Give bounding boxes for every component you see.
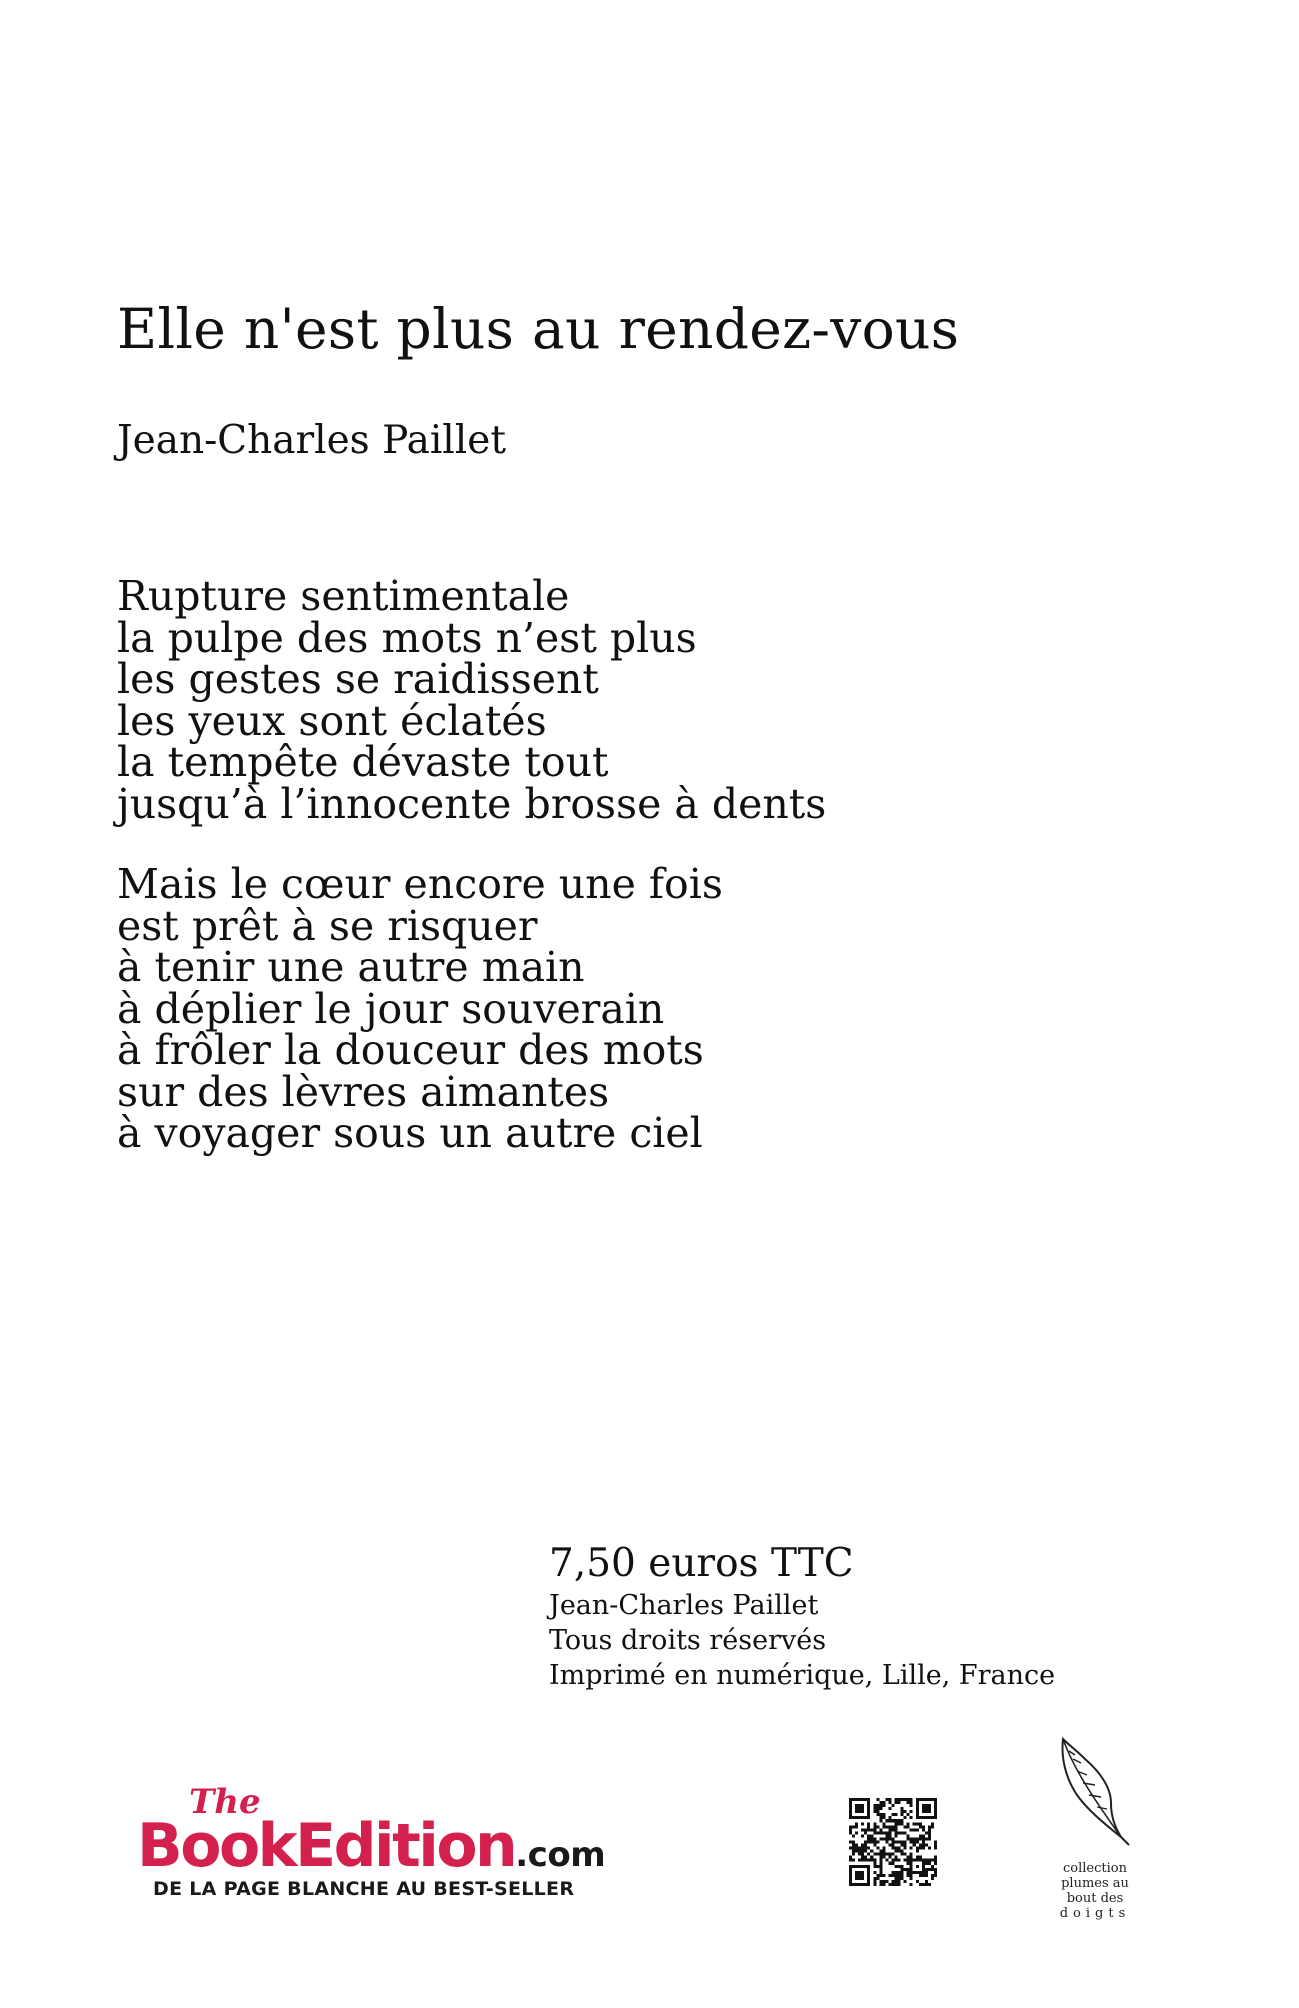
price-label: 7,50 euros TTC bbox=[549, 1541, 854, 1586]
collection-line-4: doigts bbox=[1059, 1906, 1131, 1921]
poem-verse: à déplier le jour souverain bbox=[117, 984, 665, 1033]
logo-tagline: DE LA PAGE BLANCHE AU BEST-SELLER bbox=[153, 1878, 575, 1900]
book-title: Elle n'est plus au rendez-vous bbox=[117, 297, 960, 361]
collection-line-1: collection bbox=[1063, 1861, 1127, 1876]
imprint-block bbox=[549, 1540, 1055, 1693]
poem-verse: la tempête dévaste tout bbox=[117, 738, 609, 786]
poem-verse: est prêt à se risquer bbox=[117, 901, 538, 950]
book-author: Jean-Charles Paillet bbox=[117, 418, 506, 463]
poem-verse: à frôler la douceur des mots bbox=[117, 1026, 704, 1074]
collection-line-3: bout des bbox=[1066, 1891, 1124, 1906]
quill-feather-icon bbox=[1055, 1737, 1135, 1847]
poem-verse: les gestes se raidissent bbox=[117, 655, 599, 703]
publisher-logo bbox=[137, 1782, 697, 1900]
imprint-rights: Tous droits réservés bbox=[549, 1625, 827, 1656]
poem-verse: la pulpe des mots n’est plus bbox=[117, 613, 697, 662]
logo-wordmark bbox=[137, 1811, 606, 1886]
imprint-author: Jean-Charles Paillet bbox=[549, 1590, 819, 1621]
poem-stanza-1 bbox=[117, 572, 1117, 828]
poem-verse: jusqu’à l’innocente brosse à dents bbox=[117, 779, 827, 828]
poem-verse: Rupture sentimentale bbox=[117, 572, 570, 620]
imprint-printing: Imprimé en numérique, Lille, France bbox=[549, 1660, 1056, 1691]
collection-mark bbox=[1040, 1737, 1150, 1921]
poem-verse: à voyager sous un autre ciel bbox=[117, 1109, 703, 1157]
poem-verse: à tenir une autre main bbox=[117, 943, 585, 991]
logo-the-text: The bbox=[189, 1782, 261, 1822]
logo-name-text: BookEdition bbox=[137, 1811, 516, 1881]
poem-verse: Mais le cœur encore une fois bbox=[117, 860, 723, 908]
qr-code-icon bbox=[849, 1798, 937, 1886]
poem-verse: sur des lèvres aimantes bbox=[117, 1067, 610, 1116]
collection-label bbox=[1040, 1861, 1150, 1921]
back-cover-poem bbox=[117, 572, 1117, 1194]
collection-line-2: plumes au bbox=[1061, 1876, 1129, 1891]
logo-domain-text: .com bbox=[515, 1835, 606, 1875]
poem-stanza-2 bbox=[117, 860, 1117, 1157]
poem-verse: les yeux sont éclatés bbox=[117, 696, 547, 745]
